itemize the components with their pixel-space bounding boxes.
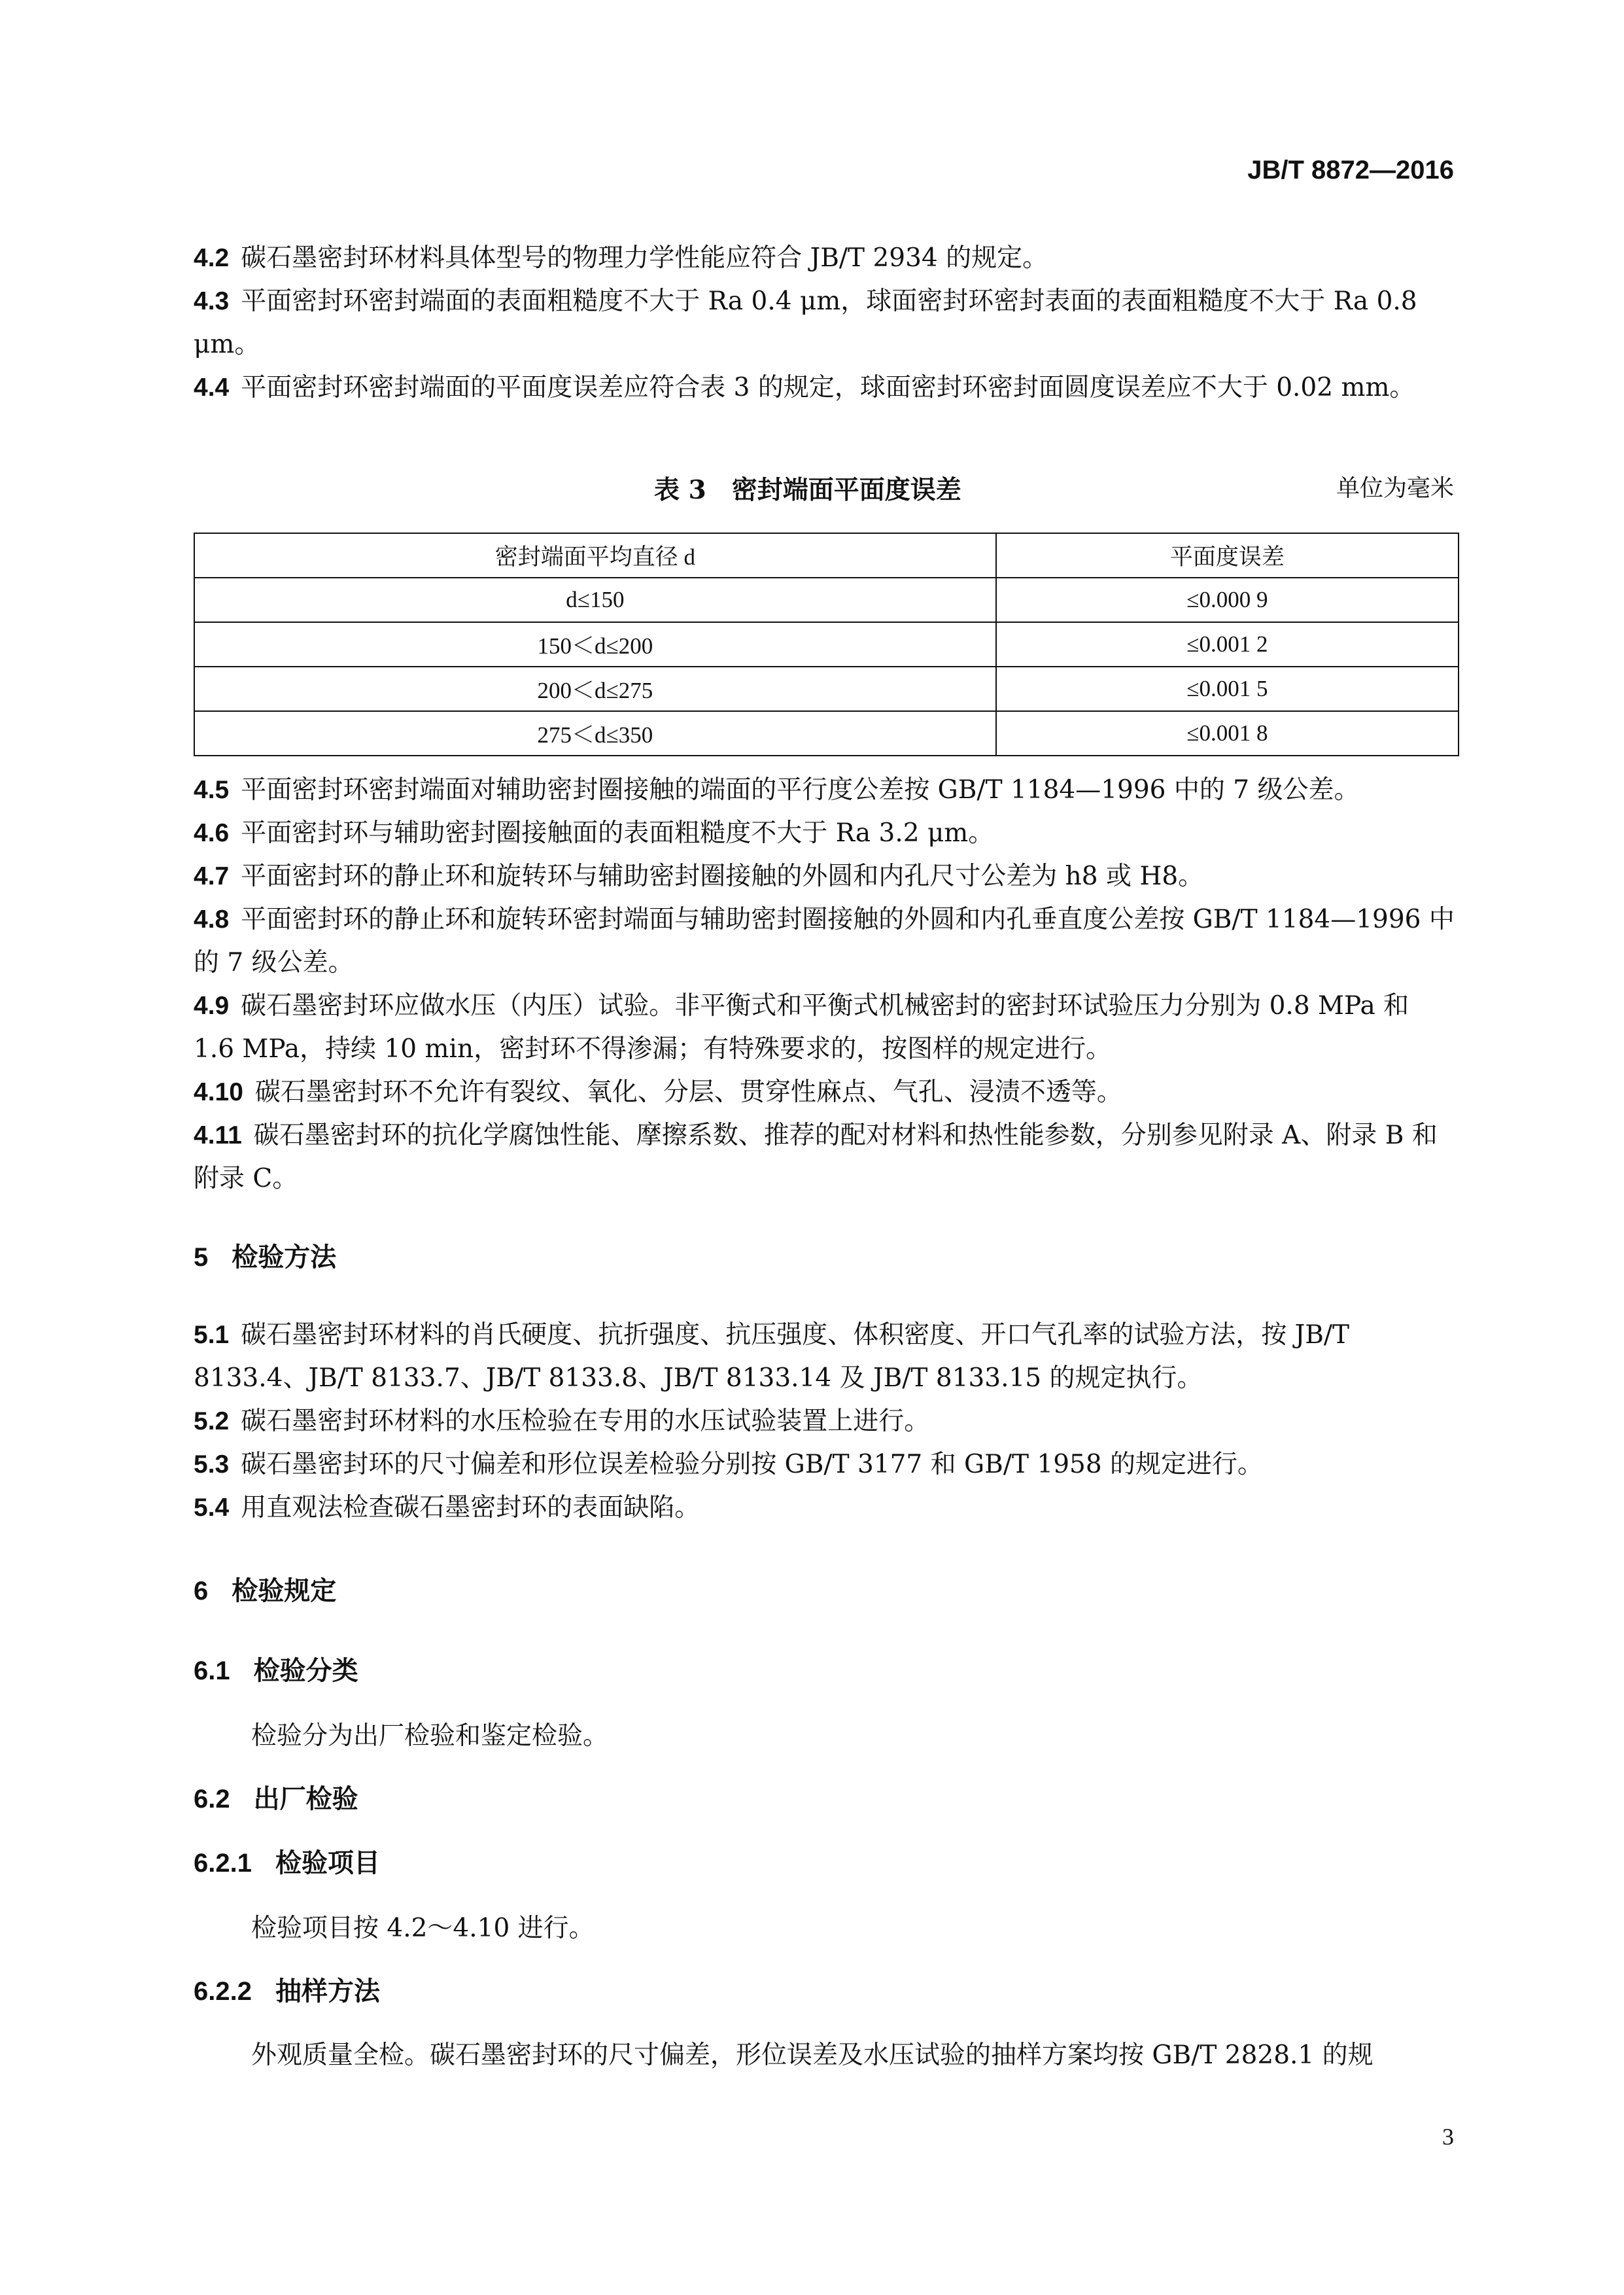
clause-text: 平面密封环密封端面对辅助密封圈接触的端面的平行度公差按 GB/T 1184—1996 中的 7 级公差。 (241, 775, 1360, 805)
clause-number: 4.10 (194, 1078, 243, 1106)
clause-5-4 (194, 1486, 1456, 1530)
section-number: 6.2.2 (194, 1977, 252, 2006)
cell-flatness: ≤0.001 2 (996, 622, 1459, 667)
paragraph-6-2-2: 外观质量全检。碳石墨密封环的尺寸偏差，形位误差及水压试验的抽样方案均按 GB/T 2828.1 的规 (251, 2041, 1373, 2070)
section-title: 出厂检验 (253, 1783, 358, 1814)
section-title: 检验规定 (232, 1575, 337, 1606)
clause-5-2 (194, 1400, 1456, 1443)
cell-flatness: ≤0.001 8 (996, 711, 1459, 756)
clause-text: 平面密封环密封端面的表面粗糙度不大于 Ra 0.4 μm，球面密封环密封表面的表面粗糙度不大于 Ra 0.8 μm。 (194, 287, 1417, 359)
clause-number: 4.11 (194, 1121, 242, 1149)
clause-text: 碳石墨密封环的尺寸偏差和形位误差检验分别按 GB/T 3177 和 GB/T 1958 的规定进行。 (241, 1450, 1264, 1479)
header-flatness: 平面度误差 (996, 533, 1459, 578)
clause-4-6 (194, 812, 1456, 855)
table-unit: 单位为毫米 (1336, 475, 1454, 502)
table-caption: 表 3 密封端面平面度误差 (654, 475, 961, 505)
clause-text: 碳石墨密封环不允许有裂纹、氧化、分层、贯穿性麻点、气孔、浸渍不透等。 (254, 1077, 1122, 1107)
clause-number: 4.3 (194, 287, 230, 315)
page-number: 3 (1442, 2124, 1454, 2150)
cell-flatness: ≤0.001 5 (996, 667, 1459, 711)
clause-text: 用直观法检查碳石墨密封环的表面缺陷。 (241, 1493, 700, 1522)
clause-text: 平面密封环与辅助密封圈接触面的表面粗糙度不大于 Ra 3.2 μm。 (241, 818, 994, 848)
section-number: 6 (194, 1577, 209, 1605)
section-title: 抽样方法 (275, 1976, 380, 2006)
section-number: 6.2 (194, 1785, 230, 1813)
cell-diameter: 275＜d≤350 (194, 711, 996, 756)
section-number: 5 (194, 1243, 209, 1272)
subsection-6-2-2-heading (194, 1971, 380, 2008)
clause-text: 碳石墨密封环应做水压（内压）试验。非平衡式和平衡式机械密封的密封环试验压力分别为 0.8 MPa 和 1.6 MPa，持续 10 min，密封环不得渗漏；有特殊要求的，按图样的规定进行。 (194, 991, 1409, 1064)
clause-number: 4.2 (194, 244, 230, 272)
clause-text: 平面密封环的静止环和旋转环密封端面与辅助密封圈接触的外圆和内孔垂直度公差按 GB/T 1184—1996 中的 7 级公差。 (194, 905, 1455, 977)
paragraph-6-1: 检验分为出厂检验和鉴定检验。 (251, 1721, 609, 1751)
clause-5-1 (194, 1314, 1456, 1400)
section-title: 检验分类 (253, 1655, 358, 1686)
table-row (194, 667, 1459, 711)
clause-4-11 (194, 1114, 1456, 1200)
clause-number: 5.1 (194, 1321, 230, 1349)
clause-number: 5.2 (194, 1407, 230, 1435)
clause-4-2 (194, 237, 1456, 280)
subsection-6-2-heading (194, 1778, 358, 1815)
clause-number: 4.7 (194, 862, 230, 890)
flatness-table (194, 533, 1459, 756)
clause-number: 4.8 (194, 905, 230, 934)
subsection-6-2-1-heading (194, 1842, 380, 1880)
section-6-heading (194, 1570, 336, 1607)
section-5-heading (194, 1236, 336, 1274)
clause-4-7 (194, 855, 1456, 898)
clause-number: 4.9 (194, 992, 230, 1020)
clause-number: 4.4 (194, 374, 230, 402)
clause-number: 4.6 (194, 819, 230, 847)
clause-5-3 (194, 1443, 1456, 1486)
table-row (194, 578, 1459, 622)
clause-text: 平面密封环密封端面的平面度误差应符合表 3 的规定，球面密封环密封面圆度误差应不大于 0.02 mm。 (241, 373, 1415, 402)
header-diameter: 密封端面平均直径 d (194, 533, 996, 578)
clause-text: 碳石墨密封环的抗化学腐蚀性能、摩擦系数、推荐的配对材料和热性能参数，分别参见附录 A、附录 B 和附录 C。 (194, 1121, 1438, 1193)
cell-flatness: ≤0.000 9 (996, 578, 1459, 622)
cell-diameter: d≤150 (194, 578, 996, 622)
section-number: 6.1 (194, 1656, 230, 1685)
clause-4-4 (194, 366, 1456, 410)
paragraph-6-2-1: 检验项目按 4.2～4.10 进行。 (251, 1914, 595, 1943)
cell-diameter: 150＜d≤200 (194, 622, 996, 667)
clause-number: 5.3 (194, 1450, 230, 1479)
cell-diameter: 200＜d≤275 (194, 667, 996, 711)
subsection-6-1-heading (194, 1650, 358, 1687)
clause-4-8 (194, 898, 1456, 985)
section-title: 检验项目 (275, 1848, 380, 1878)
clause-text: 碳石墨密封环材料具体型号的物理力学性能应符合 JB/T 2934 的规定。 (241, 243, 1048, 273)
clause-text: 碳石墨密封环材料的肖氏硬度、抗折强度、抗压强度、体积密度、开口气孔率的试验方法，按 JB/T 8133.4、JB/T 8133.7、JB/T 8133.8、JB/T 8133.14 及 JB/T 8133.15 的规定执行。 (194, 1320, 1350, 1393)
standard-number: JB/T 8872—2016 (1247, 156, 1454, 184)
clause-4-9 (194, 985, 1456, 1071)
clause-text: 平面密封环的静止环和旋转环与辅助密封圈接触的外圆和内孔尺寸公差为 h8 或 H8。 (241, 862, 1204, 891)
table-row (194, 622, 1459, 667)
clause-4-5 (194, 769, 1456, 812)
clause-4-3 (194, 280, 1456, 366)
clause-number: 5.4 (194, 1494, 230, 1522)
table-row (194, 711, 1459, 756)
section-number: 6.2.1 (194, 1849, 252, 1878)
clause-text: 碳石墨密封环材料的水压检验在专用的水压试验装置上进行。 (241, 1407, 930, 1436)
clause-number: 4.5 (194, 776, 230, 804)
table-header-row (194, 533, 1459, 578)
section-title: 检验方法 (232, 1242, 337, 1272)
clause-4-10 (194, 1071, 1456, 1114)
